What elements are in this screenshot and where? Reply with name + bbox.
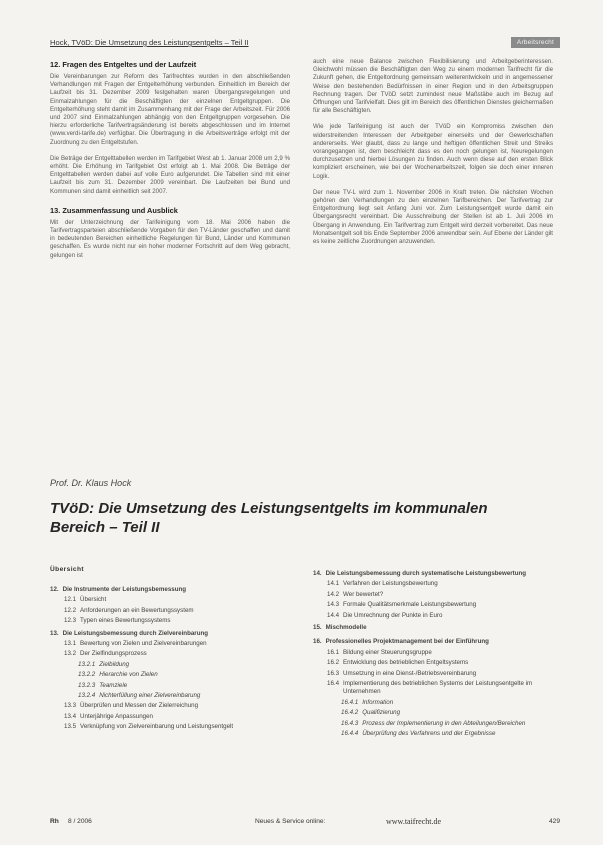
toc-entry-number: 16.4	[327, 680, 340, 688]
toc-entry-text: Die Umrechnung der Punkte in Euro	[343, 611, 443, 619]
toc-entry-number: 14.2	[327, 590, 340, 598]
toc-entry	[50, 596, 295, 604]
toc-entry-text: Implementierung des betrieblichen Systems der Leistungsentgelte im Unternehmen	[343, 680, 533, 696]
toc-entry-text: Verfahren der Leistungsbewertung	[343, 580, 438, 588]
page-header	[50, 38, 560, 52]
section-12-paragraph-1: Die Vereinbarungen zur Reform des Tarifrechtes wurden in den abschließenden Verhandlungen mit Fragen der Entgelterhöhung verbunden. Einheitlich im Bereich der Laufzeit bis 31. Dezember 2009 festgehalten waren Übergangsregelungen und Einmalzahlungen für die Beschäftigten der einzelnen Entgeltgruppen. Die Entgelterhöhung steht damit im Zusammenhang mit der Frage der Arbeitszeit. Für 2006 und 2007 sind Einmalzahlungen abhängig von den Entgeltgruppen vorgesehen. Die hierzu erforderliche Tarifvertragsänderung ist bereits abgeschlossen und im Internet (www.verdi-tarife.de) verfügbar. Die Übertragung in die Arbeitsverträge erfolgt mit der Zuordnung zu den Entgeltstufen.	[50, 73, 290, 146]
toc-entry-text: Die Instrumente der Leistungsbemessung	[62, 586, 187, 593]
toc-entry-number: 16.1	[327, 648, 340, 656]
page-number: 429	[548, 818, 560, 825]
section-badge: Arbeitsrecht	[511, 37, 560, 48]
toc-entry-text: Formale Qualitätsmerkmale Leistungsbewertung	[343, 601, 477, 609]
toc-entry	[313, 680, 558, 697]
toc-left-column	[50, 582, 295, 734]
toc-entry-number: 16.4.4	[341, 730, 359, 738]
section-12-heading: 12. Fragen des Entgeltes und der Laufzeit	[50, 60, 197, 69]
toc-entry-number: 15.	[313, 624, 322, 632]
toc-entry-text: Entwicklung des betrieblichen Entgeltsystems	[343, 659, 469, 667]
toc-entry	[50, 607, 295, 615]
toc-entry-number: 14.	[313, 570, 322, 577]
toc-entry-number: 16.4.1	[341, 698, 359, 706]
toc-entry-number: 16.4.3	[341, 719, 359, 727]
toc-entry	[50, 640, 295, 648]
toc-entry	[50, 630, 295, 638]
right-paragraph-1: auch eine neue Balance zwischen Flexibilisierung und Arbeitgeberinteressen. Gleichwohl müssen die Beschäftigten den Weg zu einem modernen Tarifrecht für die Zukunft gehen, die Entgeltordnung gemeinsam weiterentwickeln und in angemessener Weise den bestehenden Bedürfnissen in einer Region und in den Arbeitsgruppen Rechnung tragen. Der TVöD setzt zumindest neue Maßstäbe auch im Bezug auf Öffnungen und Tarifvielfalt. Dies gilt im Bereich des öffentlichen Dienstes gleichermaßen für alle Beschäftigten.	[313, 58, 553, 115]
article-title-line-2: Bereich – Teil II	[50, 519, 160, 536]
running-title: Hock, TVöD: Die Umsetzung des Leistungsentgelts – Teil II	[50, 38, 249, 47]
toc-entry-text: Qualifizierung	[362, 709, 401, 717]
right-paragraph-3: Der neue TV-L wird zum 1. November 2006 in Kraft treten. Die nächsten Wochen gehören den Verhandlungen zu den einzelnen Tarifbereichen. Der Tarifvertrag zur Entgeltordnung liegt seit Anfang Juni vor. Zum Leistungsentgelt wurde damit ein Übergangsrecht vereinbart. Die Ausschreibung der Stellen ist ab 1. Juli 2006 im Übergang in Anwendung. Ein Tarifvertrag zum Entgelt wird derzeit vorbereitet. Das neue Monatsentgelt soll bis Ende September 2006 anwendbar sein. Auf Ebene der Länder gilt es keine zeitliche Zuordnungen anzuwenden.	[313, 188, 553, 246]
left-text-column	[50, 58, 290, 268]
toc-entry	[313, 612, 558, 620]
toc-entry	[50, 682, 295, 690]
toc-entry-number: 16.2	[327, 659, 340, 667]
toc-entry	[313, 720, 558, 728]
toc-entry-text: Die Leistungsbemessung durch Zielvereinbarung	[62, 629, 209, 637]
toc-entry-number: 14.3	[327, 601, 340, 609]
toc-entry	[313, 570, 558, 578]
toc-entry-number: 13.	[50, 629, 59, 637]
toc-entry-number: 13.1	[64, 640, 77, 648]
toc-entry-text: Anforderungen an ein Bewertungssystem	[80, 606, 194, 614]
online-promo: Neues & Service online:	[255, 818, 326, 825]
toc-entry	[50, 617, 295, 625]
toc-entry-number: 12.1	[64, 596, 77, 604]
toc-entry-text: Prozess der Implementierung in den Abteilungen/Bereichen	[362, 719, 526, 727]
toc-entry-text: Professionelles Projektmanagement bei der Einführung	[325, 638, 489, 646]
toc-entry-text: Übersicht	[80, 596, 107, 604]
right-paragraph-2: Wie jede Tarifeinigung ist auch der TVöD ein Kompromiss zwischen den widerstreitenden Interessen der Arbeitgeber einerseits und der Gewerkschaften andererseits. Wer glaubt, dass zu lange und heftigen öffentlichen Streit und Streiks vorangegangen ist, dem beschleicht dass es den noch gelungen ist, Neuregelungen durchzusetzen und hierbei Lösungen zu finden. Auch wenn diese auf den ersten Blick kompliziert erscheinen, wie bei der Wochenarbeitszeit, folgen sie doch einer inneren Logik.	[313, 123, 553, 180]
section-13-heading: 13. Zusammenfassung und Ausblick	[50, 205, 178, 215]
toc-entry-text: Zielbildung	[99, 660, 130, 668]
toc-entry-text: Mischmodelle	[325, 624, 367, 632]
toc-entry-text: Verknüpfung von Zielvereinbarung und Leistungsentgelt	[80, 723, 234, 731]
toc-entry-text: Umsetzung in eine Dienst-/Betriebsvereinbarung	[343, 669, 477, 677]
toc-entry-text: Bewertung von Zielen und Zielvereinbarungen	[80, 640, 207, 648]
issue-number: 8 / 2006	[68, 818, 92, 825]
toc-entry-text: Die Leistungsbemessung durch systematische Leistungsbewertung	[325, 570, 527, 577]
toc-entry-number: 12.2	[64, 606, 77, 614]
toc-entry-number: 13.5	[64, 723, 77, 731]
toc-entry-number: 12.3	[64, 617, 77, 625]
toc-entry	[313, 624, 558, 632]
toc-entry	[50, 713, 295, 721]
toc-entry-text: Wer bewertet?	[343, 590, 384, 598]
toc-entry	[50, 671, 295, 679]
toc-entry-text: Bildung einer Steuerungsgruppe	[343, 648, 432, 656]
toc-entry	[50, 661, 295, 669]
toc-entry-number: 13.2	[64, 650, 77, 658]
toc-entry	[313, 591, 558, 599]
page-footer	[50, 818, 560, 830]
toc-entry-text: Hierarchie von Zielen	[99, 671, 158, 679]
overview-label: Übersicht	[50, 566, 85, 573]
toc-entry	[313, 699, 558, 707]
toc-entry	[313, 580, 558, 588]
journal-logo: Rh	[50, 818, 59, 825]
toc-entry-text: Unterjährige Anpassungen	[80, 712, 153, 720]
article-title	[50, 499, 560, 537]
toc-entry-text: Teamziele	[99, 681, 128, 689]
toc-entry	[313, 709, 558, 717]
toc-entry-number: 13.2.1	[78, 660, 96, 668]
toc-entry-text: Überprüfen und Messen der Zielerreichung	[80, 702, 199, 710]
article-author: Prof. Dr. Klaus Hock	[50, 478, 132, 488]
toc-entry-text: Nichterfüllung einer Zielvereinbarung	[99, 692, 201, 700]
toc-entry	[50, 723, 295, 731]
toc-right-column	[313, 566, 558, 741]
toc-entry-number: 13.4	[64, 712, 77, 720]
toc-entry	[50, 702, 295, 710]
toc-entry-number: 16.4.2	[341, 709, 359, 717]
toc-entry	[50, 692, 295, 700]
toc-entry	[50, 650, 295, 658]
toc-entry	[313, 670, 558, 678]
toc-entry	[313, 601, 558, 609]
toc-entry-number: 12.	[50, 586, 59, 593]
toc-entry-text: Typen eines Bewertungssystems	[80, 617, 171, 625]
toc-entry-number: 16.	[313, 638, 322, 646]
toc-entry-number: 13.3	[64, 702, 77, 710]
section-13-paragraph-1: Mit der Unterzeichnung der Tarifeinigung vom 18. Mai 2006 haben die Tarifvertragsparteien abschließende Vorgaben für den TV-Länder geschaffen und damit in bedeutenden Bereichen einheitliche Regelungen für Bund, Länder und Kommunen geschaffen. Es wurde nicht nur ein hoher moderner Fortschritt auf dem Weg gebracht, gelungen ist	[50, 218, 290, 259]
toc-entry-number: 16.3	[327, 669, 340, 677]
article-title-line-1: TVöD: Die Umsetzung des Leistungsentgelts im kommunalen	[50, 500, 488, 517]
toc-entry	[313, 730, 558, 738]
toc-entry-text: Überprüfung des Verfahrens und der Ergebnisse	[362, 730, 496, 738]
toc-entry	[313, 649, 558, 657]
toc-entry-number: 13.2.4	[78, 692, 96, 700]
toc-entry	[313, 659, 558, 667]
toc-entry-number: 14.4	[327, 611, 340, 619]
toc-entry-number: 13.2.3	[78, 681, 96, 689]
toc-entry	[50, 586, 295, 594]
toc-entry-text: Information	[362, 698, 394, 706]
right-text-column	[313, 58, 553, 254]
toc-entry-number: 13.2.2	[78, 671, 96, 679]
section-12-paragraph-2: Die Beträge der Entgelttabellen werden im Tarifgebiet West ab 1. Januar 2008 um 2,9 % erhöht. Die Erhöhung im Tarifgebiet Ost erfolgt ab 1. Mai 2008. Die Beträge der Entgelttabellen werden dabei auf volle Euro aufgerundet. Die Tabellen sind mit einer Laufzeit bis zum 31. Dezember 2009 vereinbart. Die Laufzeiten bei Bund und Kommunen sind damit einheitlich seit 2007.	[50, 154, 290, 195]
toc-entry	[313, 638, 558, 646]
website-link[interactable]: www.taifrecht.de	[386, 817, 442, 826]
toc-entry-number: 14.1	[327, 580, 340, 588]
toc-entry-text: Der Zielfindungsprozess	[80, 650, 147, 658]
